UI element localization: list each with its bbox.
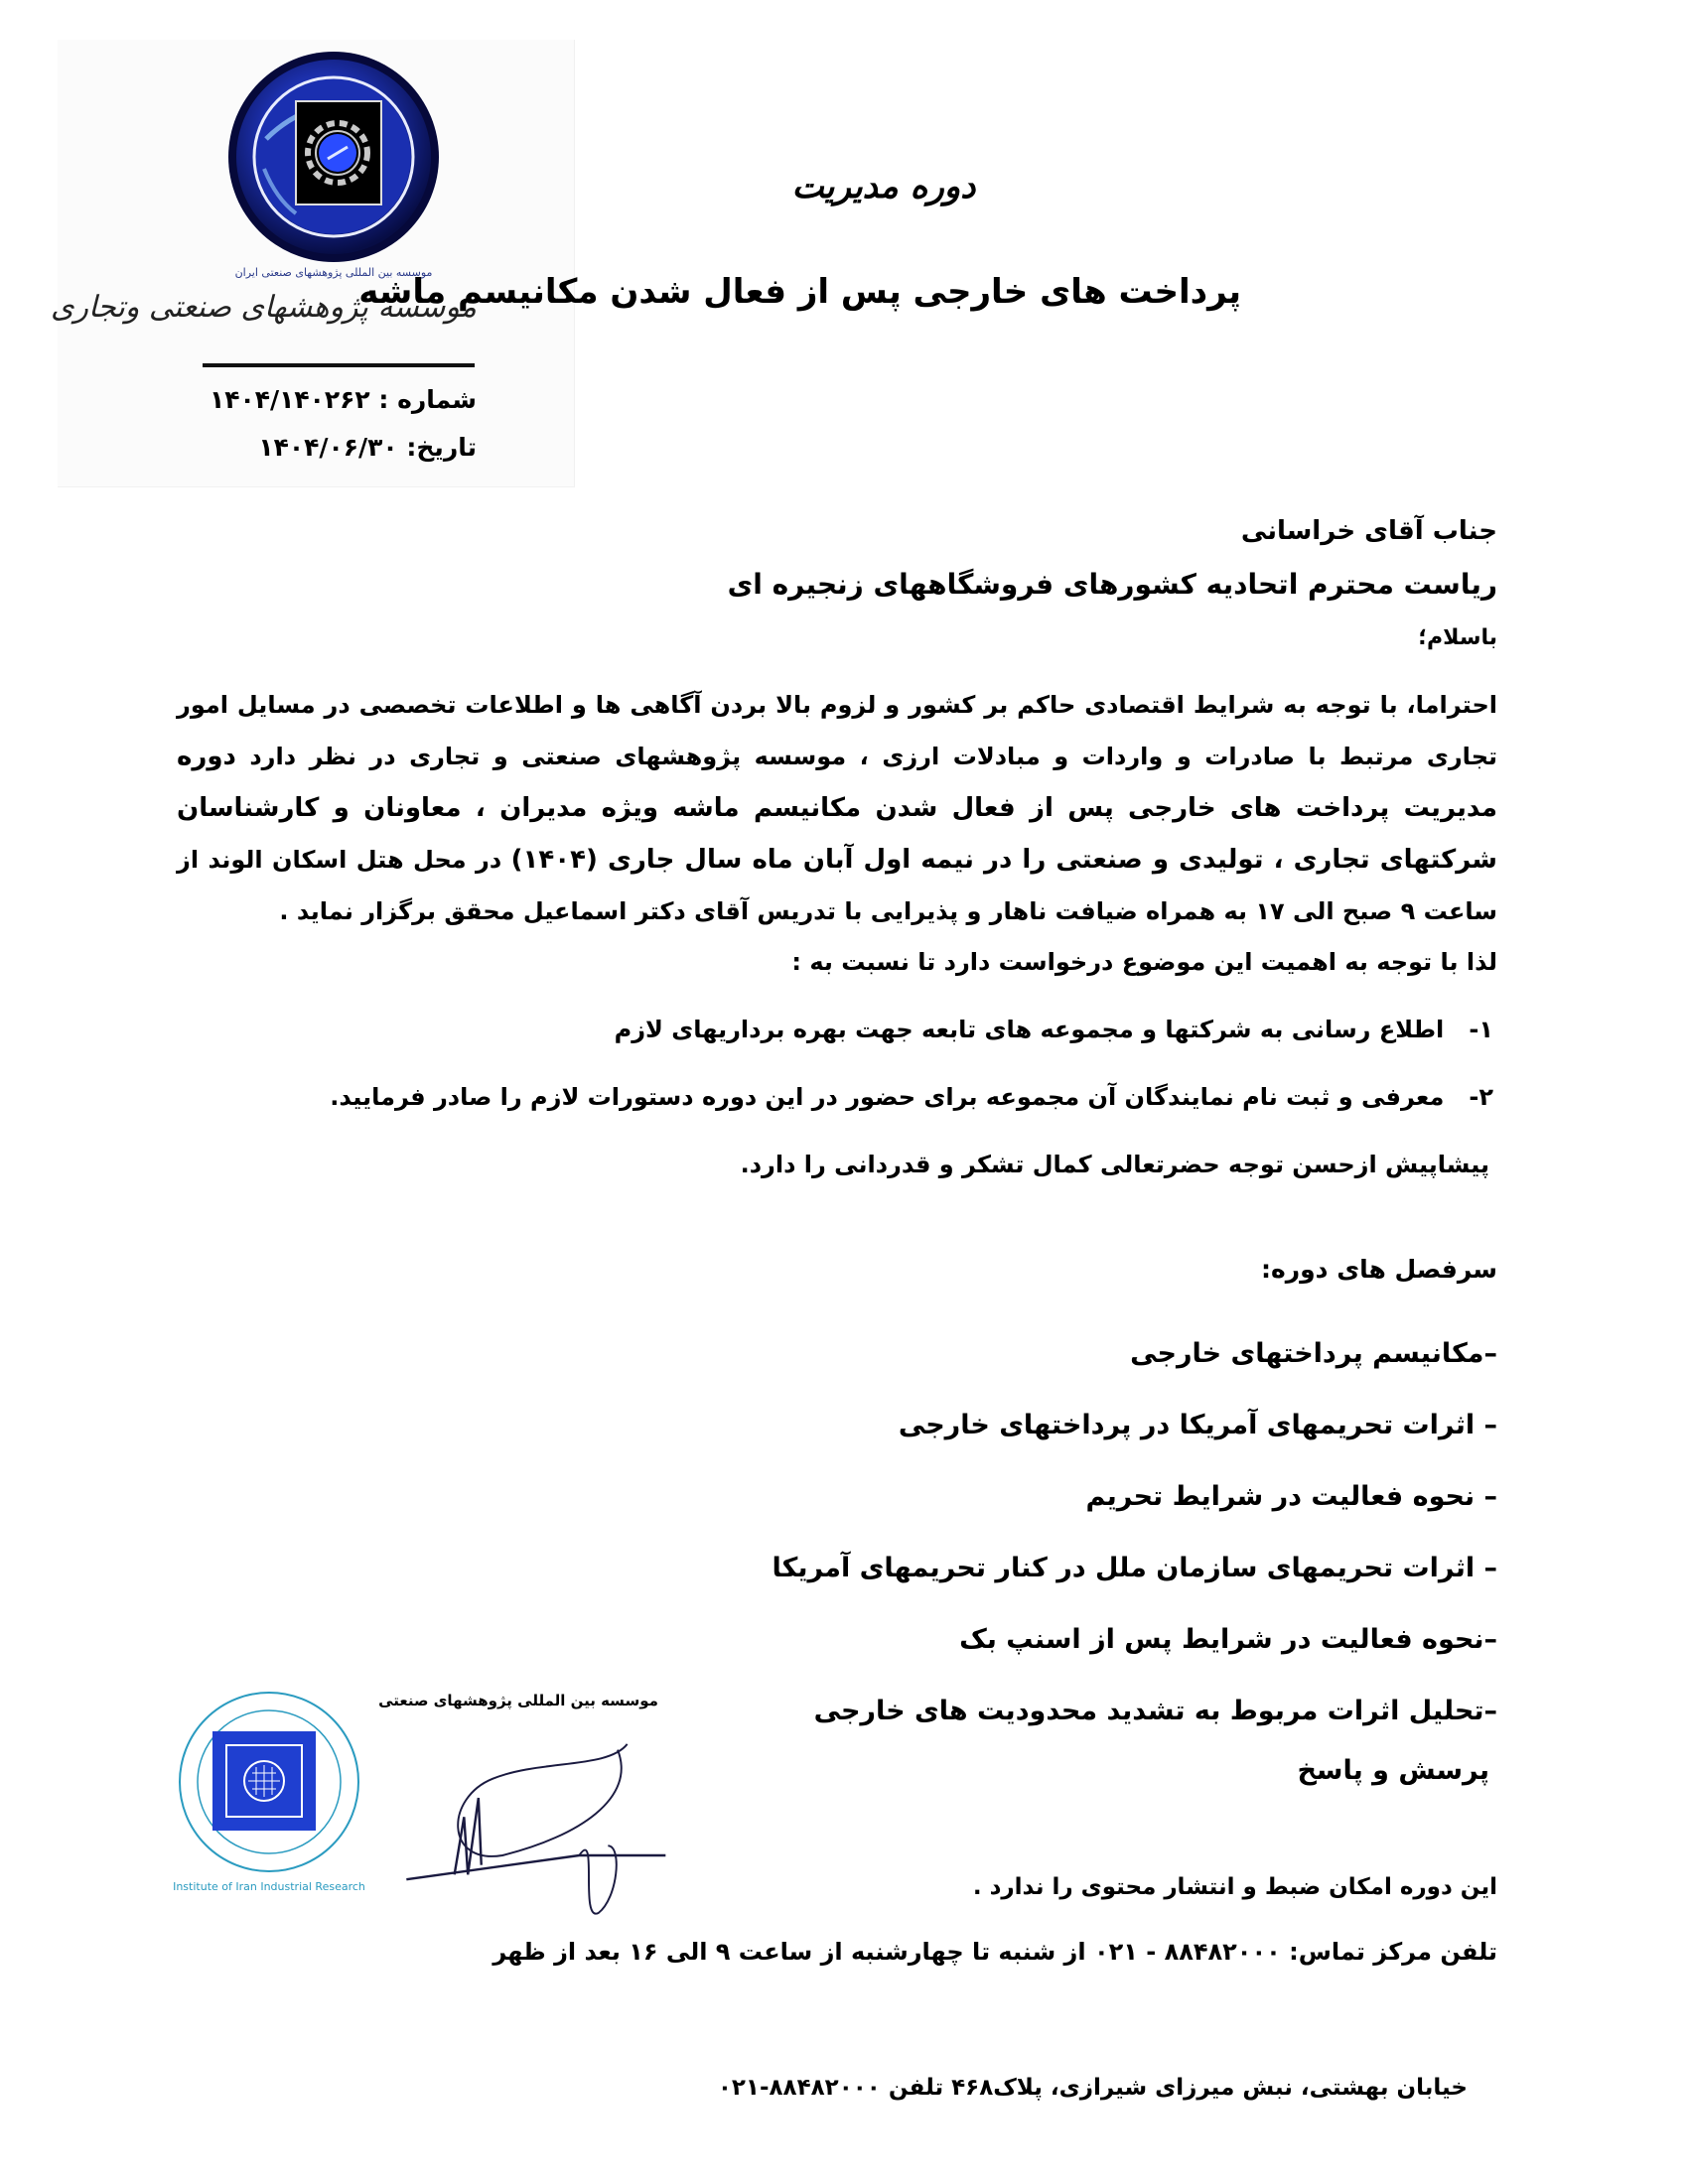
topic-item: – نحوه فعالیت در شرایط تحریم: [1085, 1481, 1497, 1512]
contact-info: تلفن مرکز تماس: ۸۸۴۸۲۰۰۰ - ۰۲۱ از شنبه تا چهارشنبه از ساعت ۹ الی ۱۶ بعد از ظهر: [492, 1938, 1497, 1966]
institute-logo-icon: [226, 50, 441, 264]
paragraph-course-highlight: دوره مدیریت پرداخت های خارجی پس از فعال شدن مکانیسم ماشه ویژه مدیران ، معاونان و کارشناسان شرکتهای تجاری ، تولیدی و صنعتی را در نیمه اول آبان ماه سال جاری (۱۴۰۴): [177, 742, 1497, 875]
signature-icon: [387, 1727, 675, 1926]
thanks-line: پیشاپیش ازحسن توجه حضرتعالی کمال تشکر و قدردانی را دارد.: [740, 1151, 1489, 1178]
body-paragraph: [177, 679, 1497, 937]
topic-item: –نحوه فعالیت در شرایط پس از اسنپ بک: [959, 1624, 1497, 1655]
paragraph-details: در محل هتل اسکان الوند از ساعت ۹ صبح الی ۱۷ به همراه ضیافت ناهار و پذیرایی با تدریس آقای دکتر اسماعیل محقق برگزار نماید .: [177, 846, 1497, 925]
number-label: شماره :: [378, 385, 477, 414]
topics-heading: سرفصل های دوره:: [1260, 1255, 1497, 1284]
request-number: ۲-: [1469, 1083, 1493, 1111]
stamp-ring-text: Institute of Iran Industrial Research: [173, 1880, 365, 1893]
stamp-label: موسسه بین المللی پژوهشهای صنعتی: [378, 1692, 658, 1709]
request-number: ۱-: [1469, 1016, 1493, 1043]
date-value: ۱۴۰۴/۰۶/۳۰: [258, 433, 398, 462]
letter-number: [149, 385, 477, 414]
greeting: باسلام؛: [1418, 625, 1497, 650]
addressee-position: ریاست محترم اتحادیه کشورهای فروشگاههای زنجیره ای: [727, 568, 1497, 601]
letter-body: [177, 679, 1497, 1181]
topic-item: –مکانیسم پرداختهای خارجی: [1130, 1338, 1497, 1369]
course-title: پرداخت های خارجی پس از فعال شدن مکانیسم ماشه: [358, 272, 1241, 312]
letter-date: [149, 433, 477, 462]
header-divider: [203, 363, 475, 367]
institute-stamp-icon: [175, 1688, 363, 1876]
logo-ring-text: موسسه بین المللی پژوهشهای صنعتی ایران: [234, 266, 433, 279]
footer-address: خیابان بهشتی، نبش میرزای شیرازی، پلاک۴۶۸ تلفن ۸۸۴۸۲۰۰۰-۰۲۱: [717, 2075, 1468, 2101]
recording-notice: این دوره امکان ضبط و انتشار محتوی را ندارد .: [972, 1874, 1497, 1900]
date-label: تاریخ:: [406, 433, 477, 462]
course-subtitle: دوره مدیریت: [791, 167, 976, 206]
request-text: معرفی و ثبت نام نمایندگان آن مجموعه برای حضور در این دوره دستورات لازم را صادر فرمایید.: [330, 1083, 1445, 1111]
topic-item: – اثرات تحریمهای آمریکا در پرداختهای خارجی: [898, 1410, 1497, 1440]
request-intro: لذا با توجه به اهمیت این موضوع درخواست دارد تا نسبت به :: [791, 948, 1497, 976]
topic-item: –تحلیل اثرات مربوط به تشدید محدودیت های خارجی: [813, 1696, 1497, 1726]
number-value: ۱۴۰۴/۱۴۰۲۶۲: [209, 385, 370, 414]
topic-item: – اثرات تحریمهای سازمان ملل در کنار تحریمهای آمریکا: [772, 1553, 1497, 1583]
institute-name: موسسه پژوهشهای صنعتی وتجاری: [51, 290, 477, 325]
request-item: [177, 1080, 1497, 1114]
topic-item: پرسش و پاسخ: [1297, 1755, 1489, 1786]
request-item: [177, 1013, 1497, 1046]
paragraph-intro: احتراما، با توجه به شرایط اقتصادی حاکم بر کشور و لزوم بالا بردن آگاهی ها و اطلاعات تخصصی در مسایل امور تجاری مرتبط با صادرات و واردات و مبادلات ارزی ، موسسه پژوهشهای صنعتی و تجاری در نظر دارد: [177, 691, 1497, 770]
request-text: اطلاع رسانی به شرکتها و مجموعه های تابعه جهت بهره برداریهای لازم: [614, 1016, 1445, 1043]
addressee-name: جناب آقای خراسانی: [1240, 516, 1497, 546]
